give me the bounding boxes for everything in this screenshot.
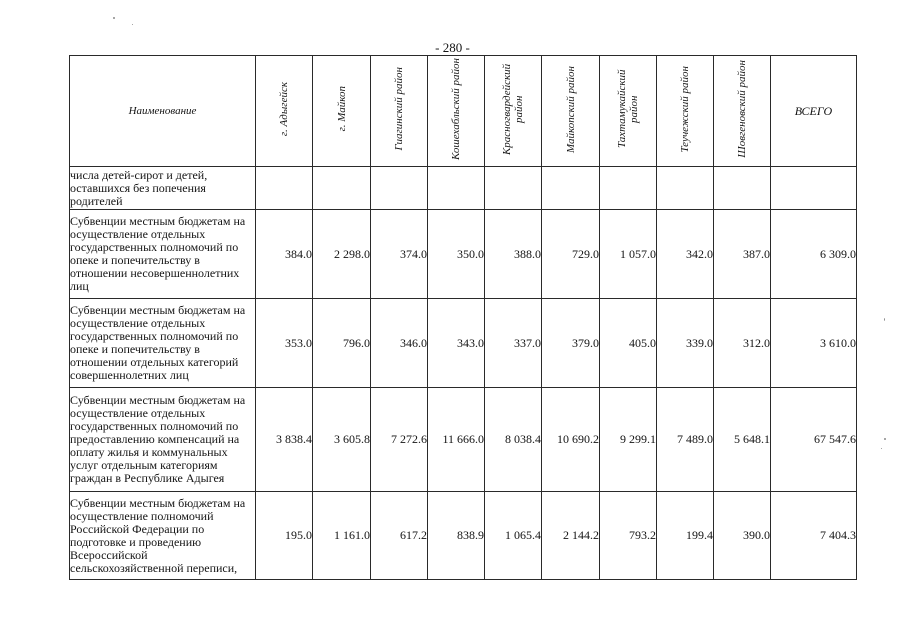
- row-name: Субвенции местным бюджетам на осуществление отдельных государственных полномочий по предоставлению компенсаций на оплату жилья и коммунальных услуг отдельным категориям граждан в Республике Адыгея: [70, 388, 256, 492]
- cell-value: 1 161.0: [313, 492, 371, 580]
- scan-speck: [113, 17, 115, 19]
- column-header-teuchezhsky: Теучежский район: [657, 56, 714, 167]
- cell-value: 3 838.4: [256, 388, 313, 492]
- column-header-name: Наименование: [70, 56, 256, 167]
- cell-value: 796.0: [313, 299, 371, 388]
- cell-total: 67 547.6: [771, 388, 857, 492]
- row-name: Субвенции местным бюджетам на осуществление отдельных государственных полномочий по опеке и попечительству в отношении несовершеннолетних лиц: [70, 210, 256, 299]
- header-row: [70, 56, 857, 167]
- cell-value: 195.0: [256, 492, 313, 580]
- cell-total: [771, 167, 857, 210]
- row-name: Субвенции местным бюджетам на осуществление полномочий Российской Федерации по подготовке и проведению Всероссийской сельскохозяйственной переписи,: [70, 492, 256, 580]
- cell-value: 384.0: [256, 210, 313, 299]
- cell-total: 7 404.3: [771, 492, 857, 580]
- cell-value: 337.0: [485, 299, 542, 388]
- cell-value: 342.0: [657, 210, 714, 299]
- cell-value: 5 648.1: [714, 388, 771, 492]
- column-header-total: ВСЕГО: [771, 56, 857, 167]
- column-header-koshekhablsky: Кошехабльский район: [428, 56, 485, 167]
- row-name: числа детей-сирот и детей, оставшихся без попечения родителей: [70, 167, 256, 210]
- cell-total: 3 610.0: [771, 299, 857, 388]
- table-row: [70, 492, 857, 580]
- cell-value: 793.2: [600, 492, 657, 580]
- cell-value: 388.0: [485, 210, 542, 299]
- cell-value: [428, 167, 485, 210]
- column-header-giaginsky: Гиагинский район: [371, 56, 428, 167]
- cell-value: 838.9: [428, 492, 485, 580]
- scan-speck: [884, 438, 886, 440]
- cell-value: 1 057.0: [600, 210, 657, 299]
- row-name: Субвенции местным бюджетам на осуществление отдельных государственных полномочий по опеке и попечительству в отношении отдельных категорий совершеннолетних лиц: [70, 299, 256, 388]
- table-row: [70, 210, 857, 299]
- cell-value: 405.0: [600, 299, 657, 388]
- table-row: [70, 388, 857, 492]
- column-header-maykop-city: г. Майкоп: [313, 56, 371, 167]
- cell-value: 1 065.4: [485, 492, 542, 580]
- cell-value: 8 038.4: [485, 388, 542, 492]
- cell-value: [542, 167, 600, 210]
- scan-speck: [881, 448, 882, 449]
- scan-speck: [884, 318, 885, 321]
- cell-total: 6 309.0: [771, 210, 857, 299]
- cell-value: 10 690.2: [542, 388, 600, 492]
- column-header-maykopsky: Майкопский район: [542, 56, 600, 167]
- column-header-takhtamukaysky: Тахтамукайский район: [600, 56, 657, 167]
- cell-value: 617.2: [371, 492, 428, 580]
- cell-value: 3 605.8: [313, 388, 371, 492]
- cell-value: [714, 167, 771, 210]
- column-header-krasnogvardeysky: Красногвардейский район: [485, 56, 542, 167]
- page-number: - 280 -: [435, 40, 470, 55]
- table-row: [70, 167, 857, 210]
- column-header-adygeysk: г. Адыгейск: [256, 56, 313, 167]
- cell-value: 374.0: [371, 210, 428, 299]
- cell-value: 729.0: [542, 210, 600, 299]
- cell-value: 312.0: [714, 299, 771, 388]
- cell-value: 387.0: [714, 210, 771, 299]
- cell-value: [485, 167, 542, 210]
- cell-value: 339.0: [657, 299, 714, 388]
- cell-value: 7 489.0: [657, 388, 714, 492]
- cell-value: 379.0: [542, 299, 600, 388]
- cell-value: 2 298.0: [313, 210, 371, 299]
- cell-value: 343.0: [428, 299, 485, 388]
- cell-value: 2 144.2: [542, 492, 600, 580]
- cell-value: [313, 167, 371, 210]
- cell-value: 350.0: [428, 210, 485, 299]
- cell-value: [657, 167, 714, 210]
- cell-value: [600, 167, 657, 210]
- cell-value: [371, 167, 428, 210]
- cell-value: [256, 167, 313, 210]
- cell-value: 9 299.1: [600, 388, 657, 492]
- cell-value: 353.0: [256, 299, 313, 388]
- cell-value: 7 272.6: [371, 388, 428, 492]
- cell-value: 11 666.0: [428, 388, 485, 492]
- table-row: [70, 299, 857, 388]
- cell-value: 390.0: [714, 492, 771, 580]
- scan-speck: [132, 24, 133, 25]
- cell-value: 346.0: [371, 299, 428, 388]
- cell-value: 199.4: [657, 492, 714, 580]
- column-header-shovgenovsky: Шовгеновский район: [714, 56, 771, 167]
- budget-table: [69, 55, 857, 580]
